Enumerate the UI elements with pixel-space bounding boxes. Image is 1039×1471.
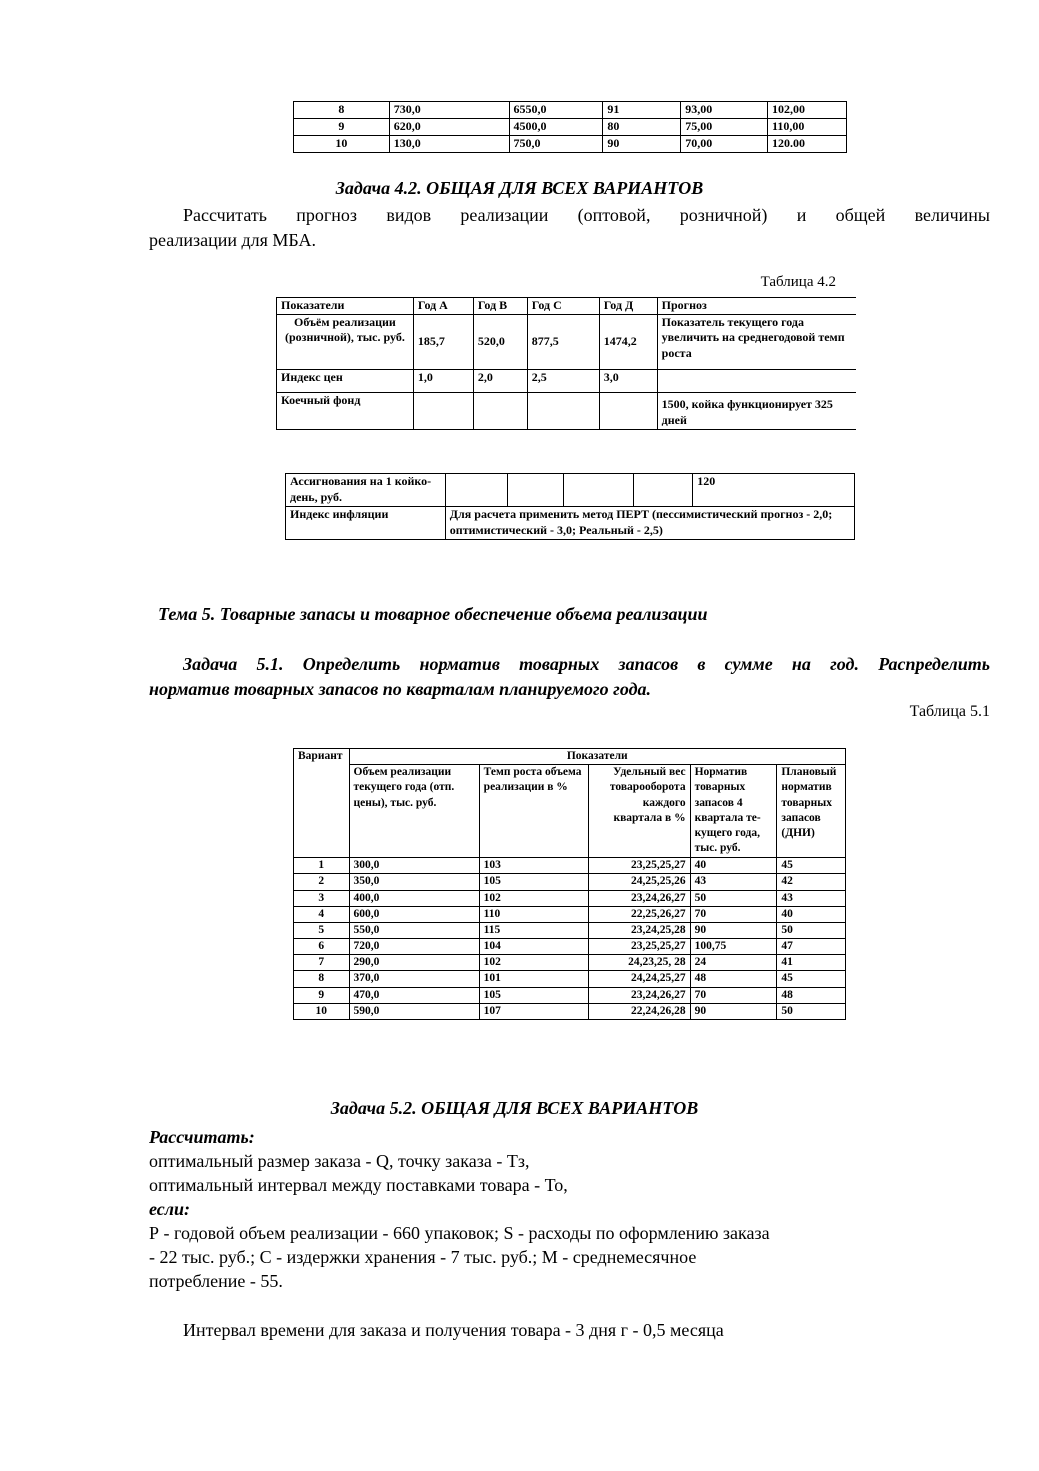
task-5-1-text-line2: норматив товарных запасов по кварталам планируемого года. (149, 679, 652, 699)
table-4-2-header: Год С (527, 298, 599, 315)
table-cell: 43 (777, 890, 846, 906)
table-cell: 43 (690, 874, 777, 890)
table-cell: 50 (777, 922, 846, 938)
table-cell: 4500,0 (509, 119, 603, 136)
table-cell: 90 (690, 1003, 777, 1019)
table-cell: 102 (479, 955, 588, 971)
table-cell: 22,25,26,27 (588, 906, 690, 922)
table-4-2-cell: 185,7 (413, 314, 473, 369)
table-4-2-row-label: Индекс цен (277, 369, 414, 392)
table-cell: 400,0 (349, 890, 479, 906)
table-cell: 24,24,25,27 (588, 971, 690, 987)
table-cell: 290,0 (349, 955, 479, 971)
task-4-2-text-line2: реализации для МБА. (149, 230, 316, 250)
table-4-2-cell: 2,5 (527, 369, 599, 392)
table-cell: 22,24,26,28 (588, 1003, 690, 1019)
table-cell: 2 (294, 874, 350, 890)
table-cell: 590,0 (349, 1003, 479, 1019)
table-cell: 70 (690, 987, 777, 1003)
table-row (294, 987, 846, 1003)
task-4-2-title: Задача 4.2. ОБЩАЯ ДЛЯ ВСЕХ ВАРИАНТОВ (335, 178, 704, 198)
table-4-2-note: Для расчета применить метод ПЕРТ (пессимистический прогноз - 2,0; оптимистический - 3,0; Реальный - 2,5) (445, 507, 854, 540)
table-5-1-header-variant: Вариант (294, 749, 350, 858)
table-cell: 23,24,25,28 (588, 922, 690, 938)
table-4-2-continued (285, 473, 855, 540)
table-cell: 90 (690, 922, 777, 938)
table-5-1-header: Плановый норматив товарных запасов (ДНИ) (777, 765, 846, 858)
table-cell: 370,0 (349, 971, 479, 987)
task-5-2-if-label: если: (149, 1199, 190, 1219)
table-cell: 40 (777, 906, 846, 922)
table-cell: 48 (690, 971, 777, 987)
task-5-2-line3: Р - годовой объем реализации - 660 упаковок; S - расходы по оформлению заказа (149, 1223, 770, 1243)
table-cell: 105 (479, 987, 588, 1003)
task-5-2-line4: - 22 тыс. руб.; С - издержки хранения - 7 тыс. руб.; М - среднемесячное (149, 1247, 697, 1267)
table-4-2-forecast: 120 (693, 474, 855, 507)
table-4-2-cell: 520,0 (473, 314, 527, 369)
table-4-2-cell: 3,0 (599, 369, 657, 392)
task-5-2-calc-label: Рассчитать: (149, 1127, 255, 1147)
table-5-1-header-group: Показатели (349, 749, 846, 765)
table-cell: 120.00 (768, 136, 847, 153)
table-4-2-row-label: Объём реализации (розничной), тыс. руб. (277, 314, 414, 369)
table-cell: 5 (294, 922, 350, 938)
table-row (294, 890, 846, 906)
table-row (294, 939, 846, 955)
table-row (294, 858, 846, 874)
table-4-2-forecast: Показатель текущего года увеличить на среднегодовой темп роста (657, 314, 856, 369)
table-cell: 1 (294, 858, 350, 874)
table-row (294, 119, 847, 136)
table-cell: 110,00 (768, 119, 847, 136)
table-cell: 350,0 (349, 874, 479, 890)
table-4-2-forecast: 1500, койка функционирует 325 дней (657, 392, 856, 429)
table-cell: 48 (777, 987, 846, 1003)
table-cell: 93,00 (681, 102, 768, 119)
table-cell: 8 (294, 971, 350, 987)
theme-5-title: Тема 5. Товарные запасы и товарное обеспечение объема реализации (158, 604, 708, 624)
task-5-2-line5: потребление - 55. (149, 1271, 283, 1291)
table-4-2-cell (563, 474, 634, 507)
table-cell: 75,00 (681, 119, 768, 136)
table-4-2-row-label: Индекс инфляции (286, 507, 446, 540)
table-cell: 102,00 (768, 102, 847, 119)
table-4-2 (276, 297, 856, 430)
table-cell: 42 (777, 874, 846, 890)
task-5-2-line1: оптимальный размер заказа - Q, точку заказа - Тз, (149, 1151, 530, 1171)
table-5-1-header: Объем реализации текущего года (отп. цены), тыс. руб. (349, 765, 479, 858)
table-4-2-cell: 1474,2 (599, 314, 657, 369)
table-cell: 91 (603, 102, 681, 119)
task-5-1-text-line1: Задача 5.1. Определить норматив товарных запасов в сумме на год. Распределить (183, 654, 990, 674)
table-cell: 80 (603, 119, 681, 136)
task-5-2-title: Задача 5.2. ОБЩАЯ ДЛЯ ВСЕХ ВАРИАНТОВ (330, 1098, 699, 1118)
table-cell: 101 (479, 971, 588, 987)
table-cell: 10 (294, 136, 390, 153)
table-4-2-header: Прогноз (657, 298, 856, 315)
table-cell: 100,75 (690, 939, 777, 955)
table-4-2-cell (634, 474, 693, 507)
table-cell: 600,0 (349, 906, 479, 922)
table-cell: 24,23,25, 28 (588, 955, 690, 971)
table-cell: 47 (777, 939, 846, 955)
table-cell: 6 (294, 939, 350, 955)
table-cell: 10 (294, 1003, 350, 1019)
table-cell: 70,00 (681, 136, 768, 153)
table-4-2-header: Год Д (599, 298, 657, 315)
table-4-2-row-label: Коечный фонд (277, 392, 414, 429)
table-cell: 50 (777, 1003, 846, 1019)
table-cell: 7 (294, 955, 350, 971)
table-4-2-header: Год В (473, 298, 527, 315)
table-cell: 730,0 (389, 102, 509, 119)
table-cell: 620,0 (389, 119, 509, 136)
table-cell: 720,0 (349, 939, 479, 955)
table-4-2-caption: Таблица 4.2 (760, 274, 836, 290)
table-4-2-forecast (657, 369, 856, 392)
table-cell: 70 (690, 906, 777, 922)
table-row (294, 971, 846, 987)
table-cell: 4 (294, 906, 350, 922)
table-cell: 3 (294, 890, 350, 906)
table-cell: 9 (294, 119, 390, 136)
table-cell: 40 (690, 858, 777, 874)
task-4-2-text-line1: Рассчитать прогноз видов реализации (оптовой, розничной) и общей величины (183, 205, 990, 225)
table-row (294, 102, 847, 119)
task-5-2-line6: Интервал времени для заказа и получения товара - 3 дня г - 0,5 месяца (183, 1320, 724, 1340)
table-4-2-cell: 877,5 (527, 314, 599, 369)
table-cell: 550,0 (349, 922, 479, 938)
task-5-2-line2: оптимальный интервал между поставками товара - То, (149, 1175, 568, 1195)
table-4-2-cell (599, 392, 657, 429)
table-cell: 300,0 (349, 858, 479, 874)
table-4-2-header: Показатели (277, 298, 414, 315)
table-cell: 107 (479, 1003, 588, 1019)
table-cell: 6550,0 (509, 102, 603, 119)
table-cell: 9 (294, 987, 350, 1003)
table-4-2-cell (507, 474, 563, 507)
table-5-1 (293, 748, 846, 1020)
table-5-1-header: Норматив товарных запасов 4 квартала те-кущего года, тыс. руб. (690, 765, 777, 858)
table-5-1-header: Удельный вес товарооборота каждого квартала в % (588, 765, 690, 858)
table-cell: 45 (777, 858, 846, 874)
table-4-2-cell (445, 474, 507, 507)
table-row (294, 906, 846, 922)
table-cell: 110 (479, 906, 588, 922)
table-cell: 8 (294, 102, 390, 119)
table-cell: 103 (479, 858, 588, 874)
table-row (294, 955, 846, 971)
table-row (294, 136, 847, 153)
table-row (294, 922, 846, 938)
table-4-2-cell: 1,0 (413, 369, 473, 392)
table-4-2-cell (527, 392, 599, 429)
table-cell: 41 (777, 955, 846, 971)
table-5-1-caption: Таблица 5.1 (909, 703, 990, 720)
table-cell: 24,25,25,26 (588, 874, 690, 890)
table-5-1-header: Темп роста объема реализации в % (479, 765, 588, 858)
table-cell: 90 (603, 136, 681, 153)
table-cell: 50 (690, 890, 777, 906)
table-cell: 23,24,26,27 (588, 890, 690, 906)
table-cell: 23,24,26,27 (588, 987, 690, 1003)
table-cell: 750,0 (509, 136, 603, 153)
table-row (294, 1003, 846, 1019)
table-4-2-header: Год А (413, 298, 473, 315)
table-cell: 130,0 (389, 136, 509, 153)
table-4-2-cell (473, 392, 527, 429)
table-cell: 23,25,25,27 (588, 939, 690, 955)
table-4-2-row-label: Ассигнования на 1 койко-день, руб. (286, 474, 446, 507)
top-data-table (293, 101, 847, 153)
table-cell: 115 (479, 922, 588, 938)
table-cell: 105 (479, 874, 588, 890)
table-4-2-cell (413, 392, 473, 429)
table-cell: 45 (777, 971, 846, 987)
table-row (294, 874, 846, 890)
table-cell: 102 (479, 890, 588, 906)
table-4-2-cell: 2,0 (473, 369, 527, 392)
table-cell: 104 (479, 939, 588, 955)
table-cell: 23,25,25,27 (588, 858, 690, 874)
table-cell: 24 (690, 955, 777, 971)
table-cell: 470,0 (349, 987, 479, 1003)
